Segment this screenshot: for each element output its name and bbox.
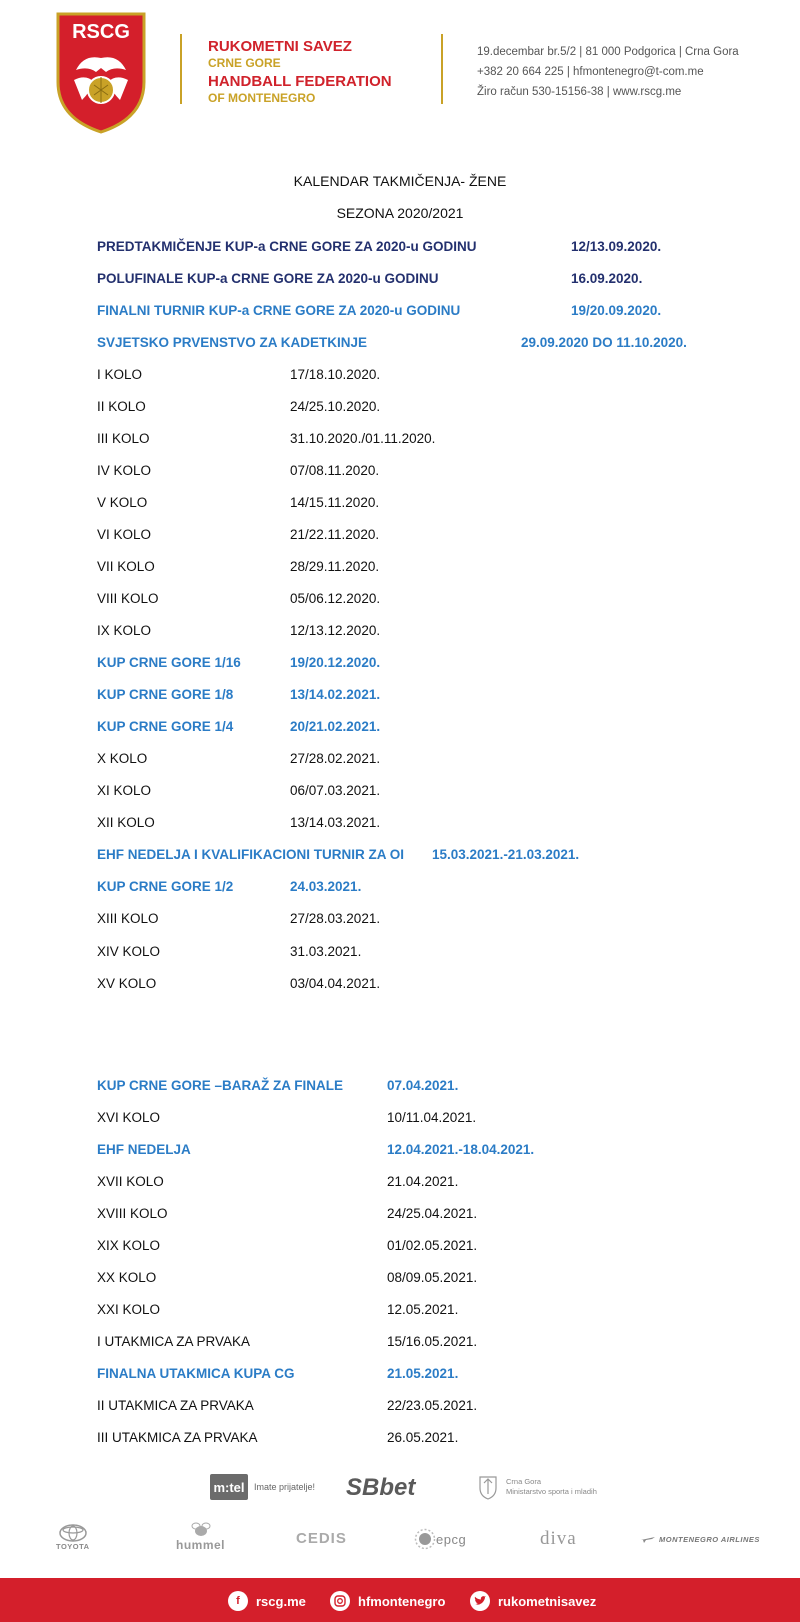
- toyota-logo-icon: [58, 1524, 88, 1542]
- facebook-handle: rscg.me: [256, 1593, 306, 1609]
- footer-facebook-link[interactable]: [228, 1591, 306, 1611]
- schedule-label: KUP CRNE GORE 1/4: [97, 719, 234, 734]
- sponsor-toyota: [56, 1524, 90, 1551]
- schedule-label: EHF NEDELJA: [97, 1142, 191, 1157]
- schedule-label: PREDTAKMIČENJE KUP-a CRNE GORE ZA 2020-u GODINU: [97, 239, 477, 254]
- org-name-me-1: RUKOMETNI SAVEZ: [208, 38, 352, 55]
- schedule-label: II UTAKMICA ZA PRVAKA: [97, 1398, 254, 1413]
- schedule-label: X KOLO: [97, 751, 148, 766]
- schedule-date: 24/25.10.2020.: [290, 399, 381, 414]
- schedule-label: KUP CRNE GORE –BARAŽ ZA FINALE: [97, 1078, 344, 1093]
- ministry-line1: Crna Gora: [506, 1477, 542, 1486]
- footer-instagram-link[interactable]: [330, 1591, 445, 1611]
- sponsor-epcg: [414, 1528, 466, 1550]
- schedule-date: 21/22.11.2020.: [290, 527, 380, 542]
- facebook-icon: f: [228, 1591, 248, 1611]
- schedule-date: 21.05.2021.: [387, 1366, 459, 1381]
- mtel-logo: m:tel: [210, 1474, 248, 1500]
- schedule-date: 12.05.2021.: [387, 1302, 459, 1317]
- schedule-date: 10/11.04.2021.: [387, 1110, 477, 1125]
- schedule-label: POLUFINALE KUP-a CRNE GORE ZA 2020-u GODINU: [97, 271, 439, 286]
- schedule-label: I UTAKMICA ZA PRVAKA: [97, 1334, 251, 1349]
- schedule-date: 29.09.2020 DO 11.10.2020.: [521, 335, 687, 350]
- schedule-label: XV KOLO: [97, 976, 157, 991]
- schedule-date: 12/13.09.2020.: [571, 239, 662, 254]
- airplane-icon: [640, 1534, 656, 1544]
- schedule-date: 27/28.03.2021.: [290, 911, 381, 926]
- schedule-date: 31.03.2021.: [290, 944, 362, 959]
- schedule-label: I KOLO: [97, 367, 143, 382]
- schedule-date: 15/16.05.2021.: [387, 1334, 478, 1349]
- schedule-label: XIII KOLO: [97, 911, 159, 926]
- org-name-me-2: CRNE GORE: [208, 56, 281, 70]
- schedule-date: 24/25.04.2021.: [387, 1206, 478, 1221]
- schedule-label: KUP CRNE GORE 1/8: [97, 687, 234, 702]
- schedule-date: 17/18.10.2020.: [290, 367, 381, 382]
- schedule-label: XIV KOLO: [97, 944, 161, 959]
- org-name-en-1: HANDBALL FEDERATION: [208, 73, 392, 90]
- instagram-handle: hfmontenegro: [358, 1593, 446, 1609]
- schedule-label: IX KOLO: [97, 623, 152, 638]
- schedule-label: XI KOLO: [97, 783, 152, 798]
- montenegro-coat-of-arms-icon: [476, 1474, 500, 1500]
- schedule-date: 27/28.02.2021.: [290, 751, 381, 766]
- schedule-label: FINALNI TURNIR KUP-a CRNE GORE ZA 2020-u GODINU: [97, 303, 461, 318]
- schedule-label: FINALNA UTAKMICA KUPA CG: [97, 1366, 295, 1381]
- schedule-label: XVI KOLO: [97, 1110, 161, 1125]
- schedule-label: XXI KOLO: [97, 1302, 161, 1317]
- cedis-logo-text: CEDIS: [296, 1530, 347, 1547]
- schedule-date: 05/06.12.2020.: [290, 591, 381, 606]
- schedule-date: 20/21.02.2021.: [290, 719, 381, 734]
- mtel-slogan: Imate prijatelje!: [254, 1482, 316, 1492]
- logo-badge: [54, 10, 148, 134]
- schedule-date: 07.04.2021.: [387, 1078, 459, 1093]
- sponsor-hummel: [176, 1522, 225, 1552]
- sponsor-ministry: [476, 1474, 597, 1500]
- schedule-date: 21.04.2021.: [387, 1174, 459, 1189]
- vertical-divider-right: [441, 34, 443, 104]
- hummel-logo-text: hummel: [176, 1538, 226, 1552]
- schedule-date: 06/07.03.2021.: [290, 783, 381, 798]
- schedule-date: 01/02.05.2021.: [387, 1238, 478, 1253]
- ministry-line2: Ministarstvo sporta i mladih: [506, 1487, 597, 1496]
- schedule-label: SVJETSKO PRVENSTVO ZA KADETKINJE: [97, 335, 368, 350]
- schedule-date: 16.09.2020.: [571, 271, 643, 286]
- schedule-label: XII KOLO: [97, 815, 155, 830]
- vertical-divider-left: [180, 34, 182, 104]
- sponsor-montenegro-airlines: [640, 1534, 760, 1544]
- sponsor-sbbet: [346, 1474, 415, 1502]
- twitter-handle: rukometnisavez: [498, 1593, 597, 1609]
- schedule-date: 28/29.11.2020.: [290, 559, 380, 574]
- schedule-label: V KOLO: [97, 495, 148, 510]
- epcg-sun-icon: [414, 1528, 436, 1550]
- schedule-date: 14/15.11.2020.: [290, 495, 380, 510]
- schedule-label: XVIII KOLO: [97, 1206, 168, 1221]
- schedule-date: 07/08.11.2020.: [290, 463, 380, 478]
- schedule-date: 13/14.02.2021.: [290, 687, 381, 702]
- schedule-date: 22/23.05.2021.: [387, 1398, 478, 1413]
- toyota-logo-text: TOYOTA: [56, 1542, 90, 1551]
- schedule-label: VI KOLO: [97, 527, 152, 542]
- calendar-title: KALENDAR TAKMIČENJA- ŽENE: [293, 173, 507, 189]
- schedule-date: 19/20.12.2020.: [290, 655, 381, 670]
- schedule-date: 12.04.2021.-18.04.2021.: [387, 1142, 535, 1157]
- schedule-label: EHF NEDELJA I KVALIFIKACIONI TURNIR ZA OI: [97, 847, 404, 862]
- schedule-label: III UTAKMICA ZA PRVAKA: [97, 1430, 258, 1445]
- twitter-bird-icon: [470, 1591, 490, 1611]
- contact-bank-web: Žiro račun 530-15156-38 | www.rscg.me: [477, 86, 682, 98]
- epcg-logo-text: epcg: [436, 1531, 467, 1547]
- diva-logo-text: diva: [540, 1528, 577, 1549]
- hummel-bee-icon: [190, 1522, 212, 1538]
- footer-bar: [0, 1578, 800, 1622]
- schedule-date: 26.05.2021.: [387, 1430, 459, 1445]
- schedule-date: 12/13.12.2020.: [290, 623, 381, 638]
- schedule-label: XVII KOLO: [97, 1174, 164, 1189]
- schedule-date: 15.03.2021.-21.03.2021.: [432, 847, 580, 862]
- schedule-label: II KOLO: [97, 399, 146, 414]
- schedule-date: 31.10.2020./01.11.2020.: [290, 431, 436, 446]
- schedule-label: III KOLO: [97, 431, 150, 446]
- montenegro-airlines-logo-text: MONTENEGRO AIRLINES: [659, 1534, 760, 1544]
- schedule-label: IV KOLO: [97, 463, 152, 478]
- org-name-en-2: OF MONTENEGRO: [208, 91, 316, 105]
- schedule-label: XX KOLO: [97, 1270, 157, 1285]
- schedule-label: XIX KOLO: [97, 1238, 161, 1253]
- instagram-icon: [330, 1591, 350, 1611]
- schedule-date: 24.03.2021.: [290, 879, 362, 894]
- schedule-label: VIII KOLO: [97, 591, 159, 606]
- schedule-date: 13/14.03.2021.: [290, 815, 381, 830]
- footer-twitter-link[interactable]: [470, 1591, 596, 1611]
- org-names: [208, 38, 392, 108]
- schedule-label: KUP CRNE GORE 1/16: [97, 655, 241, 670]
- season-title: SEZONA 2020/2021: [336, 205, 464, 221]
- sponsor-cedis: [296, 1530, 347, 1547]
- schedule-date: 03/04.04.2021.: [290, 976, 381, 991]
- contact-address: 19.decembar br.5/2 | 81 000 Podgorica | Crna Gora: [477, 46, 739, 58]
- schedule-date: 08/09.05.2021.: [387, 1270, 478, 1285]
- schedule-label: VII KOLO: [97, 559, 155, 574]
- logo-text: RSCG: [72, 21, 130, 43]
- schedule-date: 19/20.09.2020.: [571, 303, 662, 318]
- sponsor-diva: [540, 1528, 577, 1550]
- contact-phone-email: +382 20 664 225 | hfmontenegro@t-com.me: [477, 66, 704, 78]
- schedule-label: KUP CRNE GORE 1/2: [97, 879, 234, 894]
- sbbet-logo: SBbet: [346, 1474, 416, 1501]
- contact-info: [477, 42, 739, 102]
- sponsor-mtel: [210, 1474, 315, 1500]
